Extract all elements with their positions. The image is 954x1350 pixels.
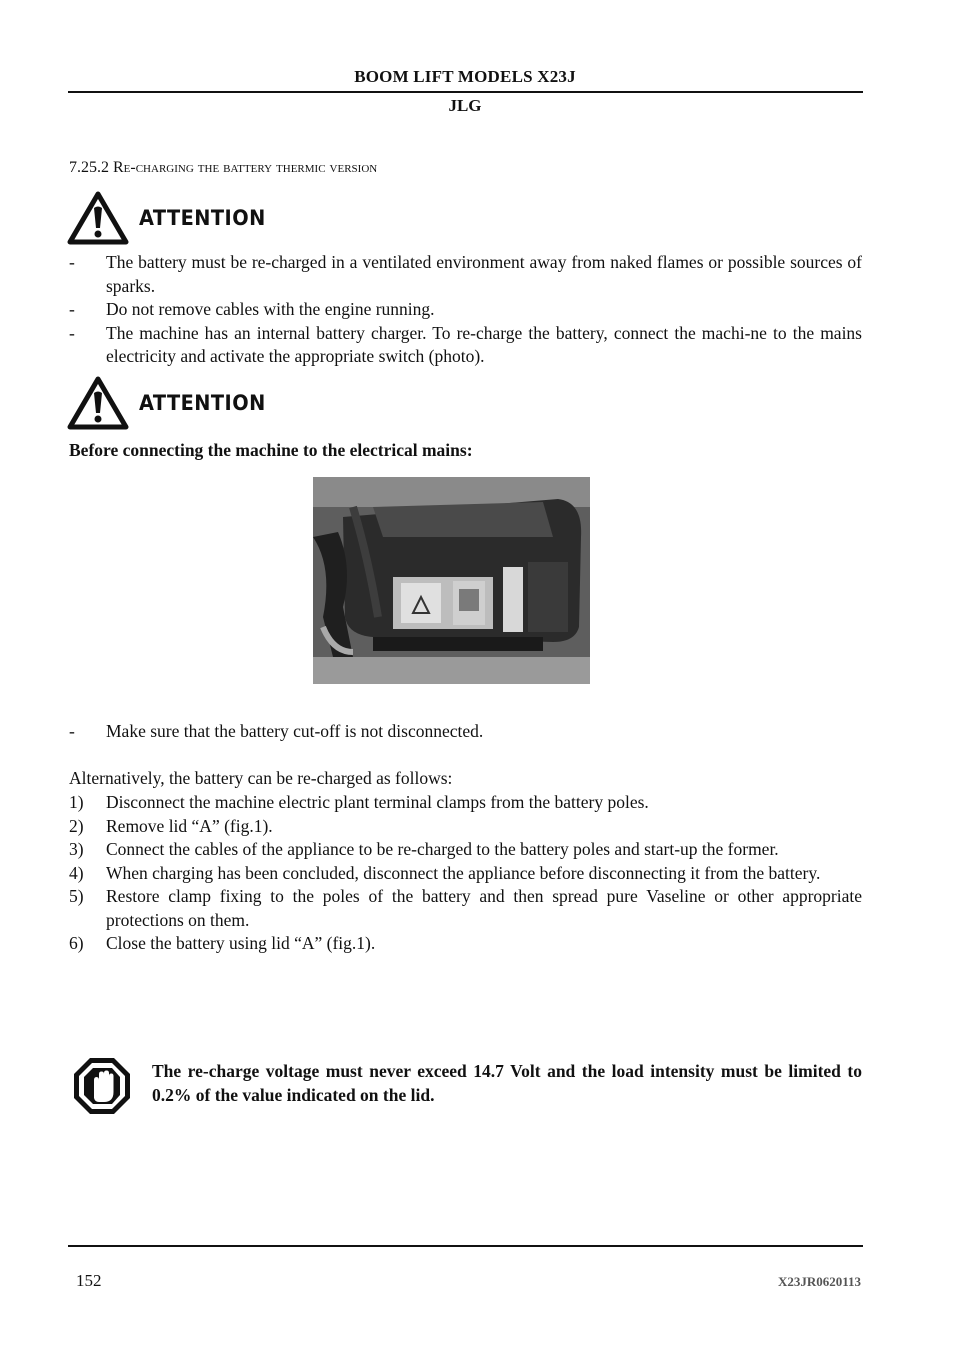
warning-triangle-icon — [67, 191, 129, 245]
list-item: - The battery must be re-charged in a ventilated environment away from naked flames or possible sources of sparks. — [69, 252, 862, 296]
section-title — [69, 159, 377, 177]
header-rule — [68, 91, 863, 93]
attention-list-1 — [69, 251, 862, 369]
list-item: - Do not remove cables with the engine running. — [69, 299, 435, 319]
attention-label: ATTENTION — [139, 206, 266, 230]
after-photo-list — [69, 720, 862, 744]
attention-block-1 — [67, 191, 277, 245]
list-item: - The machine has an internal battery charger. To re-charge the battery, connect the machi-ne to the mains electricity and activate the appropriate switch (photo). — [69, 322, 862, 366]
header-brand: JLG — [448, 96, 482, 115]
section-heading: Re-charging the battery thermic version — [113, 159, 378, 176]
battery-charger-photo — [313, 477, 590, 684]
stop-hand-icon — [72, 1056, 132, 1121]
attention-lead: Before connecting the machine to the electrical mains: — [69, 440, 473, 460]
warning-triangle-icon — [67, 376, 129, 430]
steps-list — [69, 791, 862, 956]
alternative-intro: Alternatively, the battery can be re-charged as follows: — [69, 768, 453, 788]
attention-block-2 — [67, 376, 277, 430]
page-number: 152 — [76, 1271, 102, 1290]
section-number: 7.25.2 — [69, 159, 109, 176]
list-item: 6) Close the battery using lid “A” (fig.1). — [69, 933, 376, 953]
list-item: 4) When charging has been concluded, disconnect the appliance before disconnecting it from the battery. — [69, 862, 821, 883]
list-item: 3) Connect the cables of the appliance to be re-charged to the battery poles and start-up the former. — [69, 839, 779, 859]
attention-label: ATTENTION — [139, 391, 266, 415]
list-item: 5) Restore clamp fixing to the poles of the battery and then spread pure Vaseline or other appropriate protections on them. — [69, 886, 862, 930]
list-item: - Make sure that the battery cut-off is not disconnected. — [69, 721, 484, 741]
warning-text: The re-charge voltage must never exceed 14.7 Volt and the load intensity must be limited to 0.2% of the value indicated on the lid. — [152, 1061, 862, 1105]
header-title: BOOM LIFT MODELS X23J — [354, 67, 576, 86]
list-item: 2) Remove lid “A” (fig.1). — [69, 815, 273, 836]
document-code: X23JR0620113 — [777, 1274, 861, 1289]
footer-rule — [68, 1245, 863, 1247]
list-item: 1) Disconnect the machine electric plant terminal clamps from the battery poles. — [69, 792, 649, 812]
